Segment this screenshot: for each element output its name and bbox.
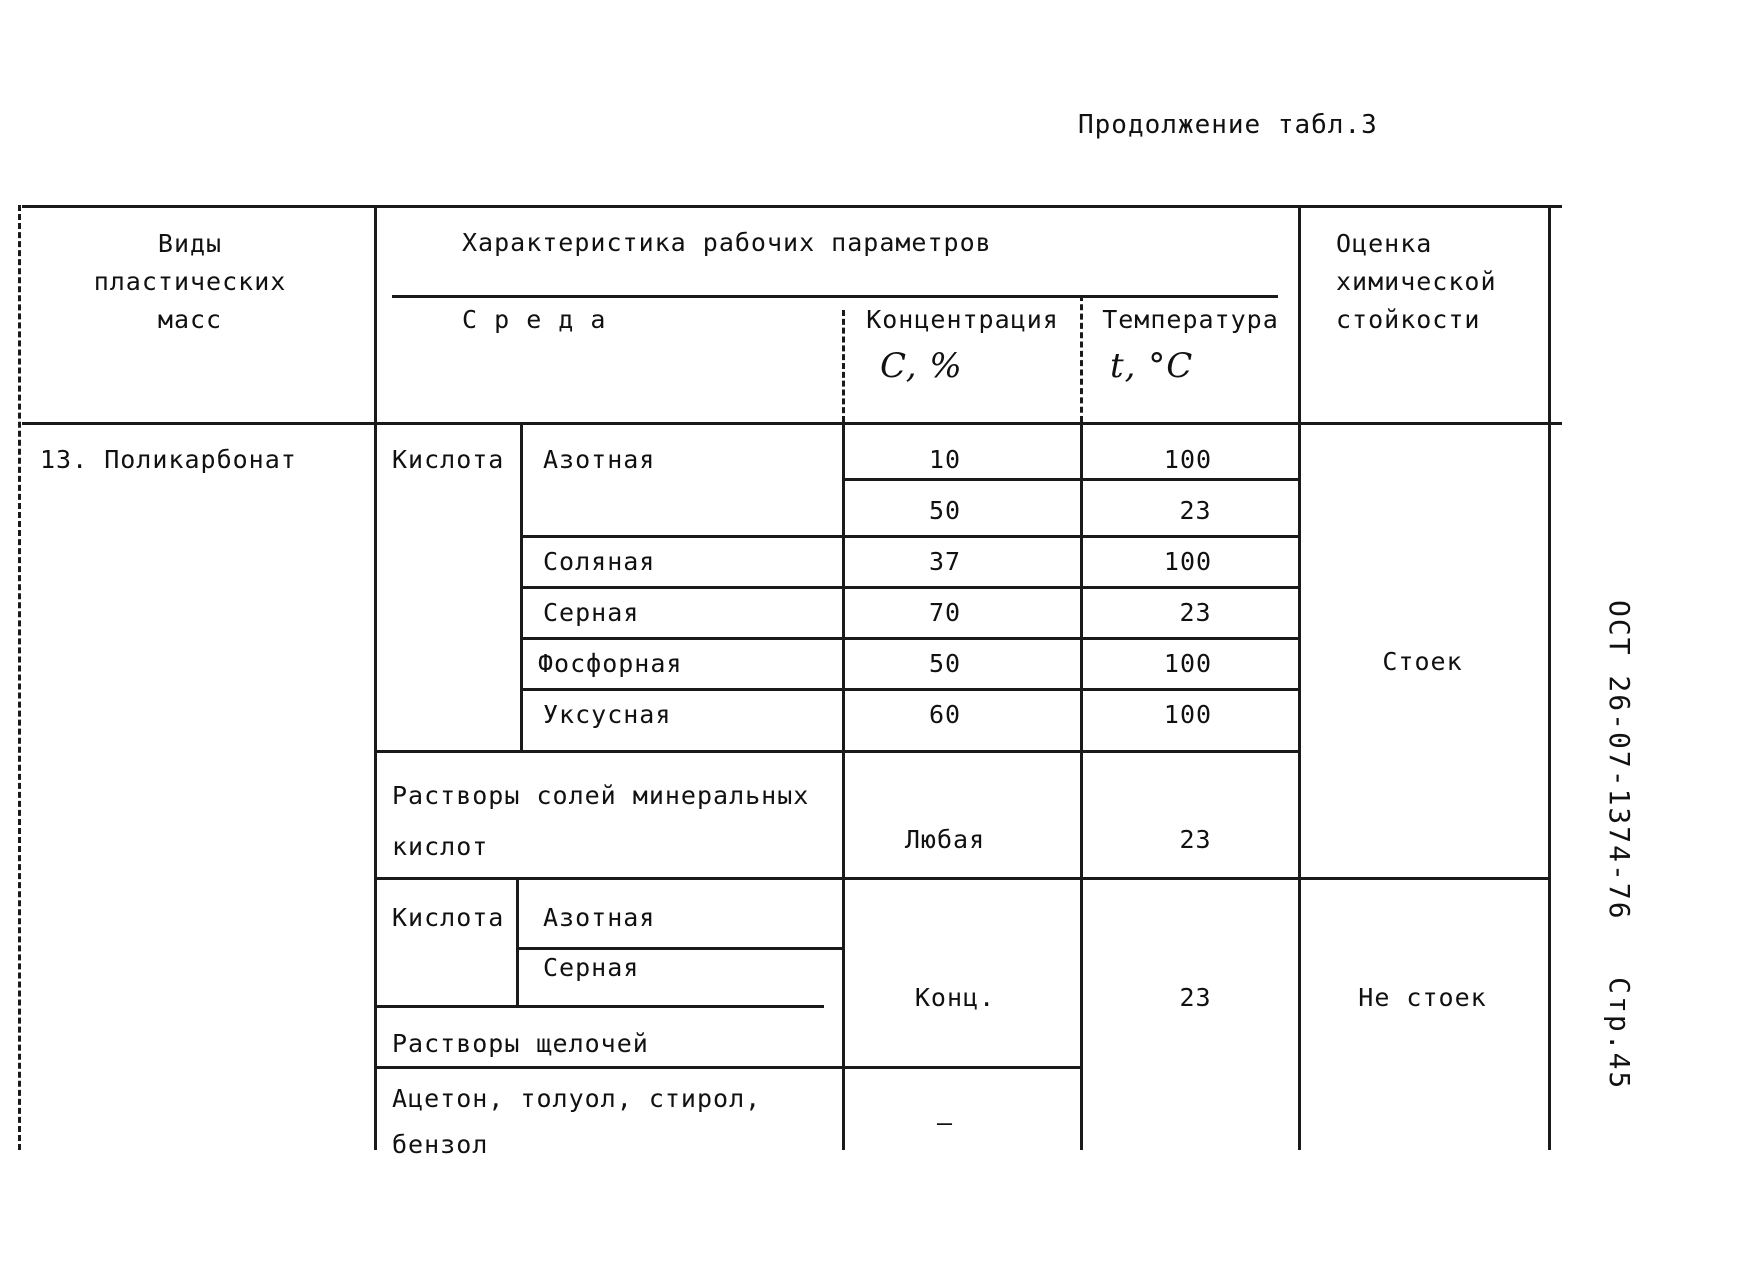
header-concentration-symbol: C, % <box>880 346 963 386</box>
group2-alkali: Растворы щелочей <box>392 1029 649 1058</box>
header-temperature-symbol: t, °C <box>1110 346 1194 386</box>
group-divider <box>376 877 1548 880</box>
row6-conc: 60 <box>928 700 962 729</box>
row4-conc: 70 <box>928 598 962 627</box>
row5-medium: Фосфорная <box>538 649 683 678</box>
header-plastic-types: Виды пластических масс <box>93 229 287 334</box>
row-divider-2 <box>522 535 1298 538</box>
row3-temp: 100 <box>1163 547 1213 576</box>
group2-category-bottom <box>376 1005 824 1008</box>
table-top-border <box>22 205 1562 208</box>
row1-conc: 10 <box>928 445 962 474</box>
material-name: 13. Поликарбонат <box>40 445 297 474</box>
group2-alkali-bottom <box>376 1066 1083 1069</box>
salts-conc: Любая <box>904 825 986 854</box>
header-working-parameters: Характеристика рабочих параметров <box>462 228 992 257</box>
col1-right-border <box>374 205 377 1150</box>
row4-medium: Серная <box>543 598 640 627</box>
group2-solvents: Ацетон, толуол, стирол, бензол <box>392 1084 762 1159</box>
document-code-page-number: ОСТ 26-07-1374-76 Стр.45 <box>1603 600 1636 1091</box>
row6-medium: Уксусная <box>543 700 672 729</box>
group2-assessment: Не стоек <box>1358 983 1487 1012</box>
header-chemical-resistance: Оценка химической стойкости <box>1336 229 1497 334</box>
group1-assessment: Стоек <box>1382 647 1463 676</box>
right-border <box>1548 205 1551 1150</box>
group2-category-divider <box>516 880 519 1005</box>
group2-conc: Конц. <box>914 983 996 1012</box>
group2-category: Кислота <box>392 903 505 932</box>
body-temp-left-border <box>1080 422 1083 1150</box>
row-divider-5 <box>522 688 1298 691</box>
row2-temp: 23 <box>1179 496 1212 525</box>
row-divider-1 <box>845 478 1298 481</box>
row5-temp: 100 <box>1163 649 1213 678</box>
header-concentration: Концентрация <box>866 305 1059 334</box>
row5-conc: 50 <box>928 649 962 678</box>
group2-acid1: Азотная <box>543 903 656 932</box>
row4-temp: 23 <box>1179 598 1212 627</box>
group1-category: Кислота <box>392 445 505 474</box>
header-medium: С р е д а <box>462 305 607 334</box>
left-border <box>18 205 21 1150</box>
row2-conc: 50 <box>928 496 962 525</box>
header-temperature: Температура <box>1102 305 1279 334</box>
row3-medium: Соляная <box>543 547 656 576</box>
row6-temp: 100 <box>1163 700 1213 729</box>
row-divider-3 <box>522 586 1298 589</box>
group-header-divider <box>392 295 1278 298</box>
table-caption: Продолжение табл.3 <box>1078 110 1378 140</box>
group2-solvents-conc: — <box>936 1108 954 1137</box>
row1-temp: 100 <box>1163 445 1213 474</box>
row3-conc: 37 <box>928 547 962 576</box>
salts-temp: 23 <box>1179 825 1212 854</box>
group2-temp: 23 <box>1179 983 1212 1012</box>
salts-medium: Растворы солей минеральных кислот <box>392 781 810 861</box>
row1-medium: Азотная <box>543 445 656 474</box>
header-bottom-border <box>22 422 1562 425</box>
group2-acid2: Серная <box>543 953 640 982</box>
row-divider-4 <box>522 637 1298 640</box>
row-divider-6 <box>376 750 1298 753</box>
